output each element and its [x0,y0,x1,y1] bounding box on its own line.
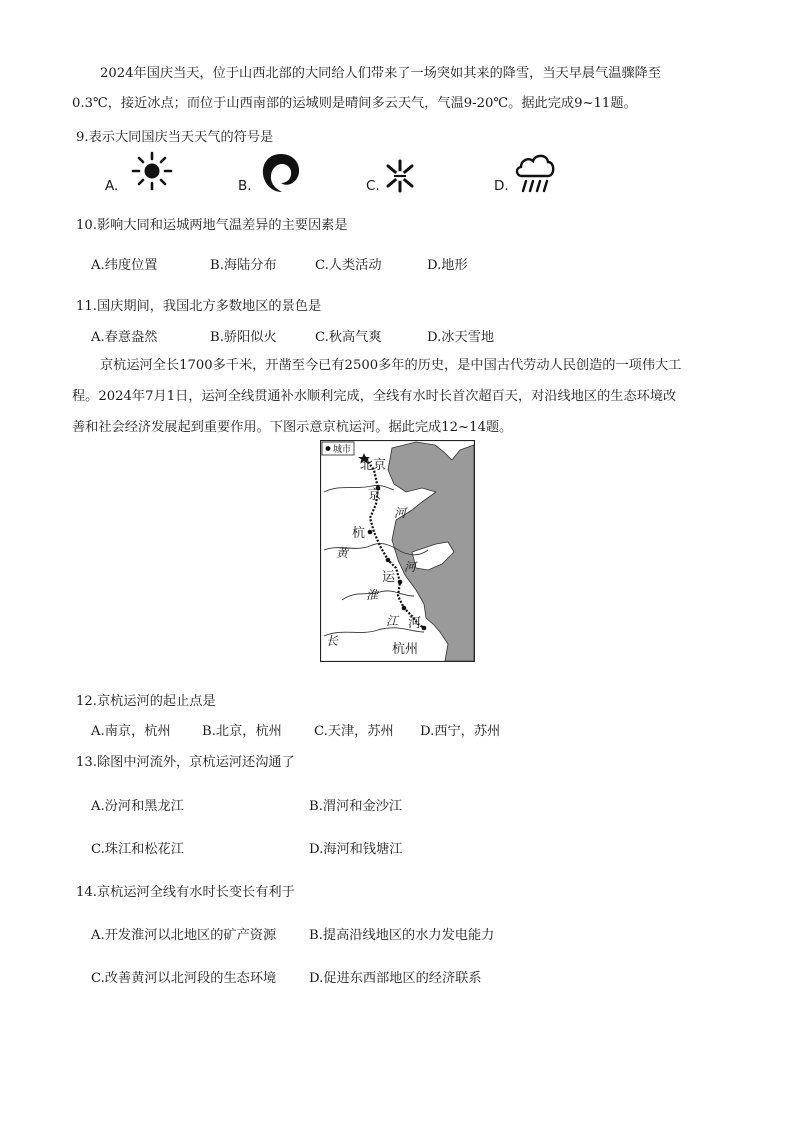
q11-option-a[interactable]: A.春意盎然 [91,330,158,345]
q9-option-b-label: B. [238,178,252,194]
q11-option-c[interactable]: C.秋高气爽 [315,330,382,345]
q13-option-a[interactable]: A.汾河和黑龙江 [91,799,184,814]
grand-canal-map [320,440,475,662]
question-14-stem: 14.京杭运河全线有水时长变长有利于 [76,885,295,900]
rain-cloud-icon [513,150,557,196]
q12-option-a[interactable]: A.南京，杭州 [91,724,171,739]
map-label-he-1: 河 [394,506,407,520]
city-dot [386,558,391,563]
intro-paragraph-1-line-1: 2024年国庆当天，位于山西北部的大同给人们带来了一场突如其来的降雪，当天早晨气温骤降至 [100,66,662,81]
q13-option-b[interactable]: B.渭河和金沙江 [309,799,403,814]
q12-option-d[interactable]: D.西宁，苏州 [420,724,501,739]
map-label-he-2: 河 [404,560,417,574]
q10-option-d[interactable]: D.地形 [427,258,468,273]
intro-paragraph-2-line-1: 京杭运河全长1700多千米，开凿至今已有2500多年的历史，是中国古代劳动人民创造的一项伟大工 [100,358,682,373]
sunny-icon [130,151,174,191]
map-label-hangzhou: 杭州 [392,642,419,657]
q12-option-c[interactable]: C.天津，苏州 [314,724,394,739]
q10-option-a[interactable]: A.纬度位置 [91,258,158,273]
city-dot [398,580,403,585]
map-legend-city: 城市 [333,445,352,455]
q10-option-c[interactable]: C.人类活动 [315,258,382,273]
legend-city-symbol [326,446,331,451]
question-10-stem: 10.影响大同和运城两地气温差异的主要因素是 [76,218,348,233]
city-dot [368,530,373,535]
map-label-huang: 黄 [336,546,349,560]
city-dot [422,626,427,631]
map-label-hang: 杭 [352,526,366,541]
intro-paragraph-2-line-3: 善和社会经济发展起到重要作用。下图示意京杭运河。据此完成12~14题。 [72,420,513,435]
q13-option-c[interactable]: C.珠江和松花江 [91,842,184,857]
q11-option-b[interactable]: B.骄阳似火 [210,330,277,345]
q9-option-d-label: D. [494,178,509,194]
question-11-stem: 11.国庆期间，我国北方多数地区的景色是 [76,299,322,314]
q10-option-b[interactable]: B.海陆分布 [210,258,277,273]
question-12-stem: 12.京杭运河的起止点是 [76,694,216,709]
q14-option-c[interactable]: C.改善黄河以北河段的生态环境 [91,971,277,986]
q12-option-b[interactable]: B.北京，杭州 [202,724,282,739]
q9-option-a-label: A. [105,178,119,194]
map-label-chang: 长 [326,634,339,648]
q14-option-b[interactable]: B.提高沿线地区的水力发电能力 [309,928,495,943]
question-13-stem: 13.除图中河流外，京杭运河还沟通了 [76,755,295,770]
q14-option-d[interactable]: D.促进东西部地区的经济联系 [309,971,482,986]
map-label-huai: 淮 [366,588,379,602]
q14-option-a[interactable]: A.开发淮河以北地区的矿产资源 [91,928,277,943]
question-9-stem: 9.表示大同国庆当天天气的符号是 [76,130,274,145]
q9-option-c-label: C. [366,178,380,194]
map-label-yun: 运 [382,570,396,585]
map-label-he-3: 河 [408,616,422,631]
map-label-jiang: 江 [386,614,399,628]
intro-paragraph-2-line-2: 程。2024年7月1日，运河全线贯通补水顺利完成，全线有水时长首次超百天，对沿线地区的生态环境改 [72,389,677,404]
city-dot [402,606,407,611]
intro-paragraph-1-line-2: 0.3℃，接近冰点；而位于山西南部的运城则是晴间多云天气，气温9-20℃。据此完成9~11题。 [72,96,637,111]
q13-option-d[interactable]: D.海河和钱塘江 [309,842,403,857]
q11-option-d[interactable]: D.冰天雪地 [427,330,495,345]
sandstorm-icon [382,158,418,194]
map-label-jing: 京 [368,488,382,503]
map-label-beijing: 北京 [360,458,387,473]
typhoon-icon [258,150,304,196]
